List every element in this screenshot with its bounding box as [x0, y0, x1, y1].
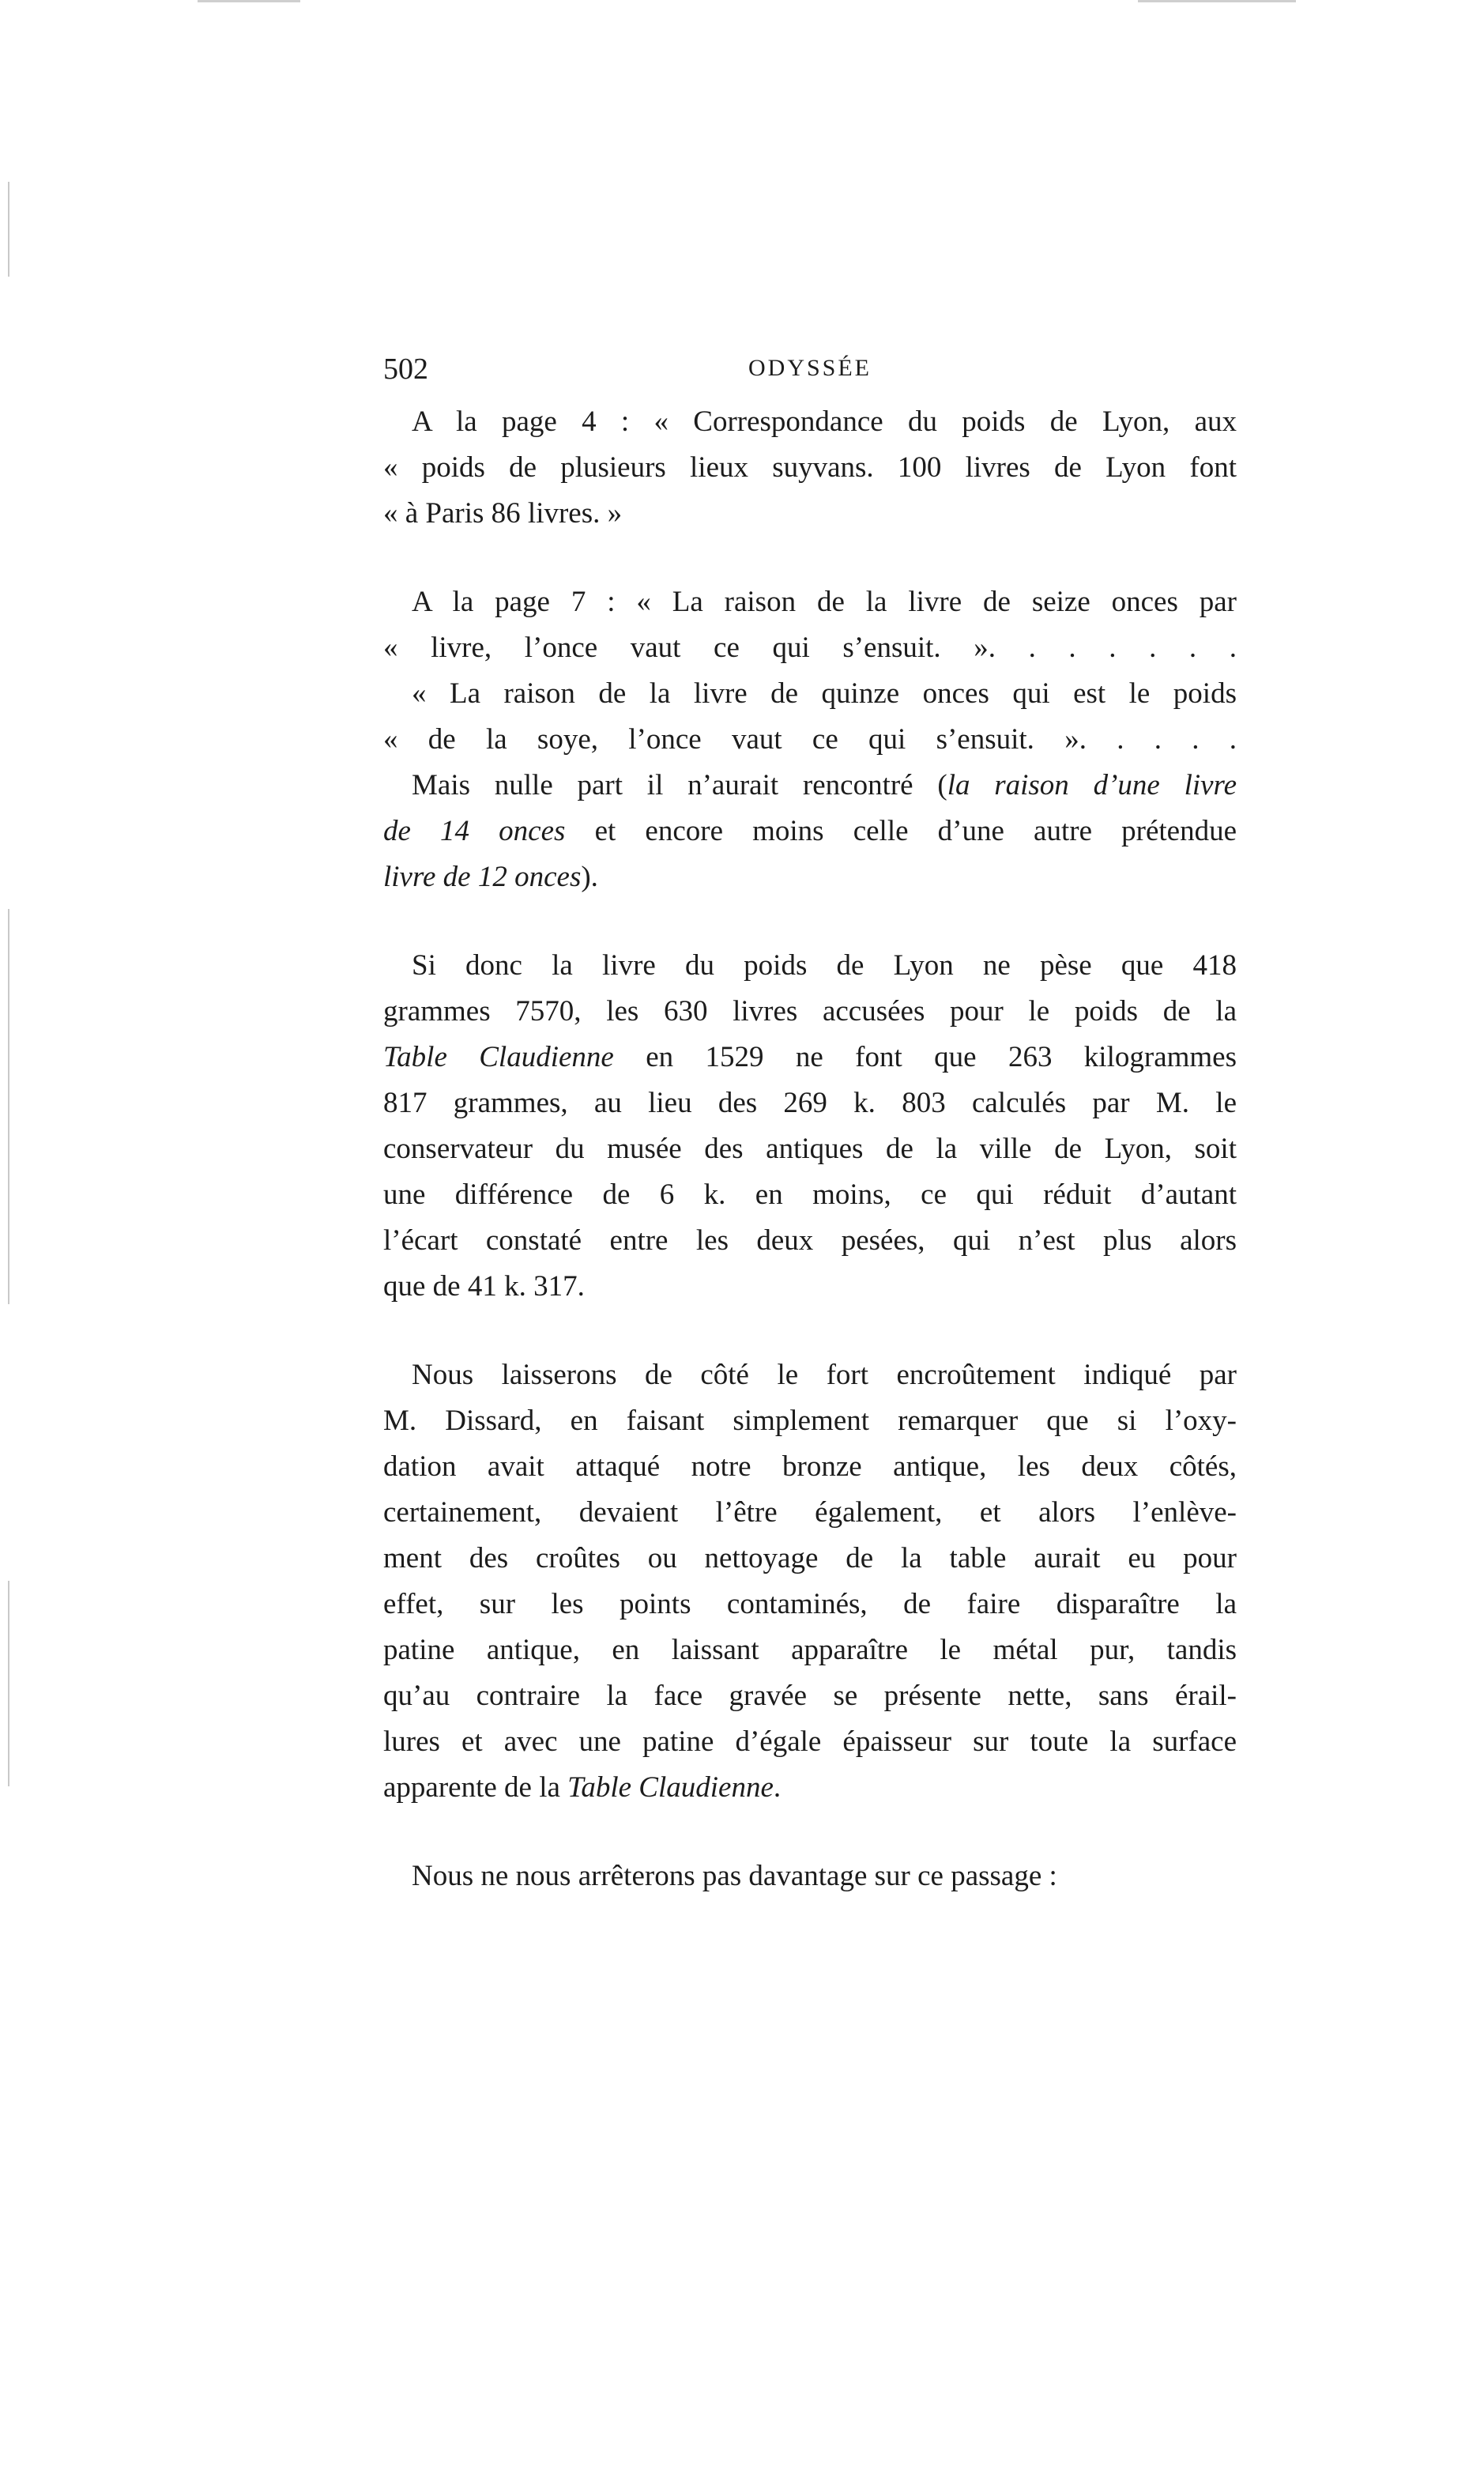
paragraph	[383, 943, 1237, 1310]
book-page	[383, 352, 1237, 1899]
text-span: et encore moins celle d’une autre prétendue	[565, 815, 1237, 847]
page-number: 502	[383, 353, 428, 386]
scan-edge-line	[8, 909, 9, 1304]
text-line: certainement, devaient l’être également, et alors l’enlève-	[383, 1496, 1237, 1529]
text-line	[383, 1035, 1237, 1080]
text-span: ).	[581, 861, 598, 893]
running-title: ODYSSÉE	[748, 355, 872, 381]
italic-text: de 14 onces	[383, 815, 566, 847]
text-line: effet, sur les points contaminés, de faire disparaître la	[383, 1588, 1237, 1620]
text-line: « livre, l’once vaut ce qui s’ensuit. ». . . . . . .	[383, 632, 1237, 664]
paragraph	[383, 671, 1237, 763]
italic-text: Table Claudienne	[383, 1041, 614, 1073]
text-line: qu’au contraire la face gravée se présente nette, sans érail-	[383, 1680, 1237, 1712]
paragraph	[383, 763, 1237, 900]
scan-top-smudge	[1138, 0, 1296, 2]
text-line: « à Paris 86 livres. »	[383, 497, 623, 530]
text-line: l’écart constaté entre les deux pesées, qui n’est plus alors	[383, 1224, 1237, 1257]
text-line: M. Dissard, en faisant simplement remarquer que si l’oxy-	[383, 1405, 1237, 1437]
text-line	[383, 809, 1237, 854]
text-span: .	[773, 1771, 782, 1804]
text-line: patine antique, en laissant apparaître le métal pur, tandis	[383, 1634, 1237, 1666]
italic-text: Table Claudienne	[567, 1771, 774, 1804]
text-span: apparente de la	[383, 1771, 568, 1804]
text-line: Nous ne nous arrêterons pas davantage sur ce passage :	[412, 1860, 1057, 1892]
text-line: A la page 7 : « La raison de la livre de seize onces par	[412, 586, 1237, 618]
text-line	[383, 1765, 1237, 1811]
text-line: grammes 7570, les 630 livres accusées pour le poids de la	[383, 995, 1237, 1028]
text-line: A la page 4 : « Correspondance du poids de Lyon, aux	[412, 405, 1237, 438]
text-line: lures et avec une patine d’égale épaisseur sur toute la surface	[383, 1725, 1237, 1758]
scan-top-smudge	[198, 0, 300, 2]
text-line: dation avait attaqué notre bronze antique, les deux côtés,	[383, 1450, 1237, 1483]
text-line: 817 grammes, au lieu des 269 k. 803 calculés par M. le	[383, 1087, 1237, 1119]
italic-text: livre de 12 onces	[383, 861, 582, 893]
text-line: une différence de 6 k. en moins, ce qui réduit d’autant	[383, 1178, 1237, 1211]
running-head	[383, 352, 1237, 399]
text-line	[383, 763, 1237, 809]
text-line: conservateur du musée des antiques de la ville de Lyon, soit	[383, 1133, 1237, 1165]
paragraph-gap	[383, 1310, 1237, 1352]
text-span: en 1529 ne font que 263 kilogrammes	[613, 1041, 1237, 1073]
paragraph-gap	[383, 1811, 1237, 1853]
italic-text: la raison d’une livre	[947, 769, 1237, 801]
text-line: que de 41 k. 317.	[383, 1270, 585, 1303]
paragraph	[383, 399, 1237, 537]
paragraph-gap	[383, 537, 1237, 579]
scan-edge-line	[8, 1581, 9, 1786]
text-line: Si donc la livre du poids de Lyon ne pèse que 418	[412, 949, 1237, 982]
text-line: Nous laisserons de côté le fort encroûtement indiqué par	[412, 1359, 1237, 1391]
text-line: ment des croûtes ou nettoyage de la table aurait eu pour	[383, 1542, 1237, 1574]
text-span: Mais nulle part il n’aurait rencontré (	[412, 769, 947, 801]
scan-edge-line	[8, 182, 9, 277]
paragraph	[383, 579, 1237, 671]
text-line: « de la soye, l’once vaut ce qui s’ensuit. ». . . . .	[383, 723, 1237, 756]
paragraph	[383, 1352, 1237, 1811]
text-line: « poids de plusieurs lieux suyvans. 100 livres de Lyon font	[383, 451, 1237, 484]
paragraph-gap	[383, 900, 1237, 943]
text-line	[383, 854, 1237, 900]
text-line: « La raison de la livre de quinze onces qui est le poids	[412, 677, 1237, 710]
paragraph	[383, 1853, 1237, 1899]
